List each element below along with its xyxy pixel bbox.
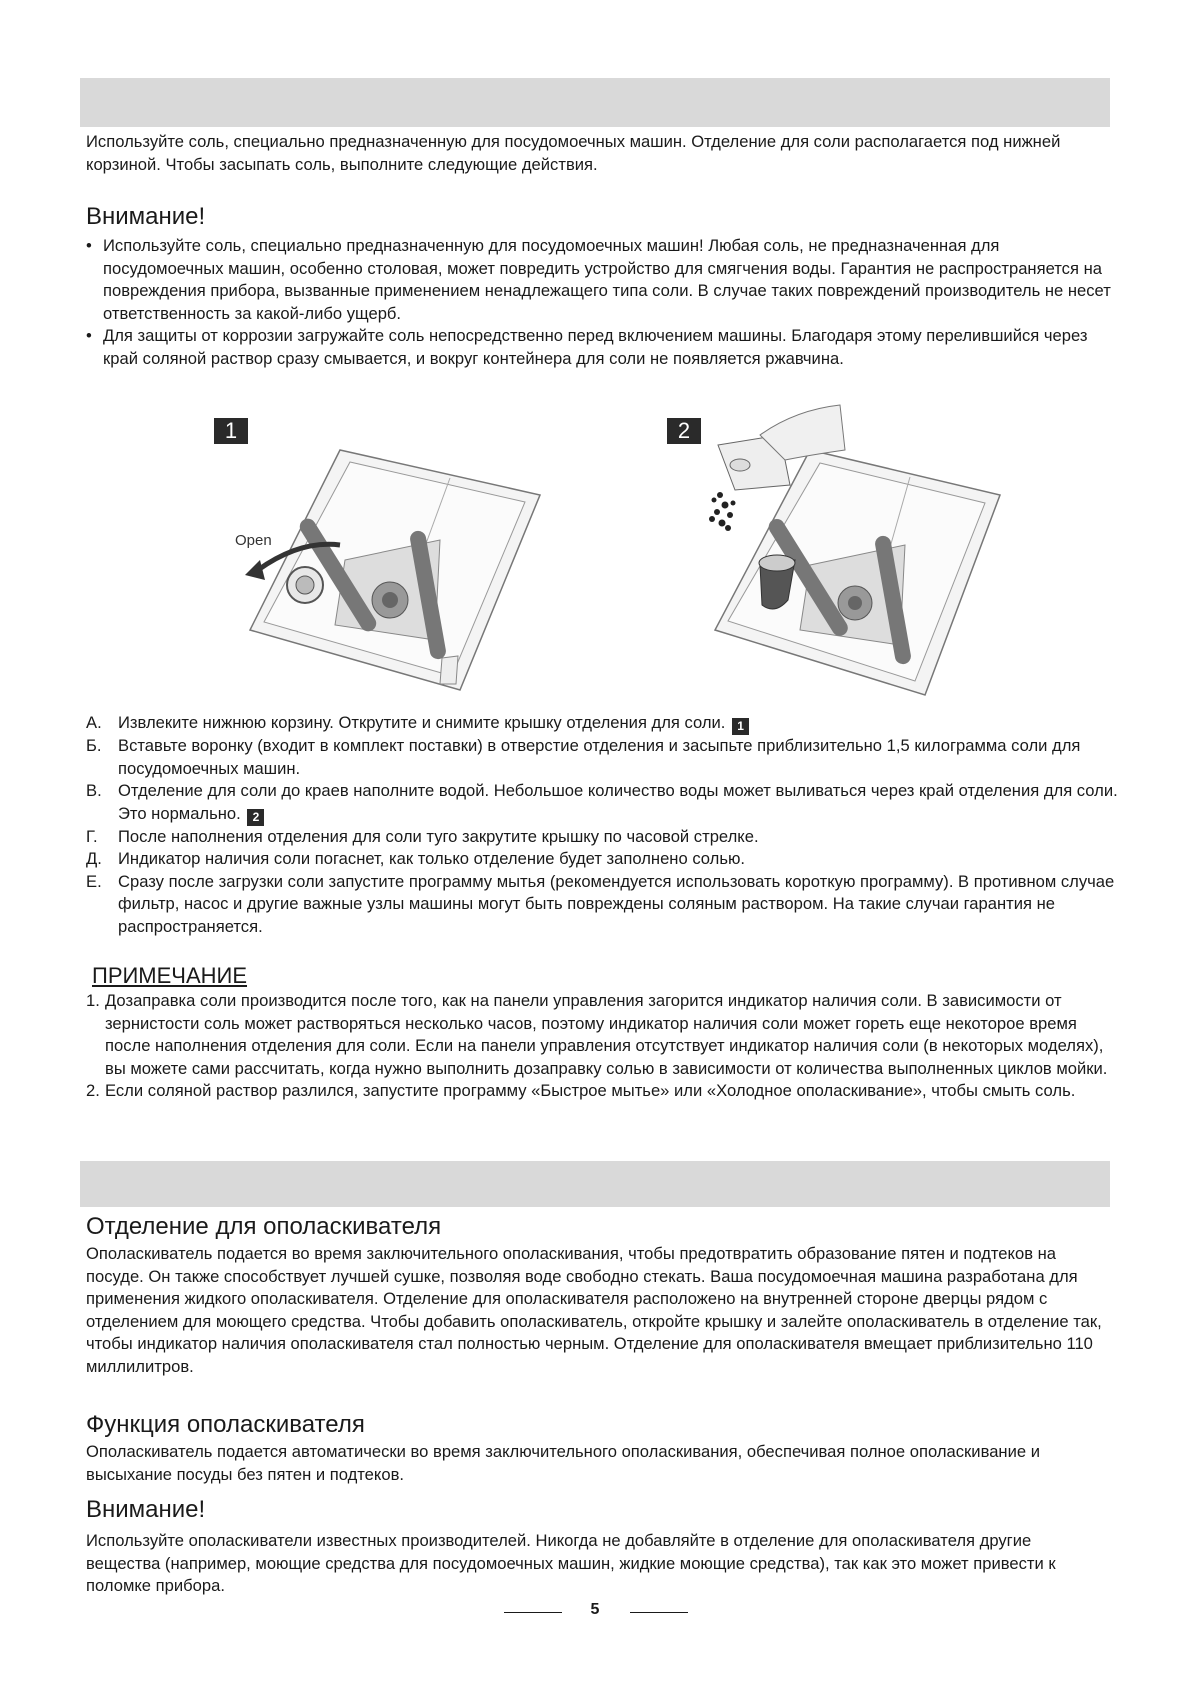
figure-1-badge: 1 (214, 418, 248, 444)
figure-2-badge: 2 (667, 418, 701, 444)
step-item: Г. После наполнения отделения для соли туго закрутите крышку по часовой стрелке. (86, 826, 759, 846)
step-item: Д. Индикатор наличия соли погаснет, как только отделение будет заполнено солью. (86, 849, 746, 868)
rinse-title: Отделение для ополаскивателя (86, 1213, 442, 1240)
note-item: 2. Если соляной раствор разлился, запустите программу «Быстрое мытье» или «Холодное ополаскивание», чтобы смыть соль. (86, 1081, 1076, 1100)
page-number: 5 (590, 1601, 600, 1618)
page-number-rule-left (504, 1612, 562, 1613)
step-item: Б. Вставьте воронку (входит в комплект поставки) в отверстие отделения и засыпьте приблизительно 1,5 килограмма соли для посудомоечных машин. (86, 736, 1081, 778)
page-number-rule-right (630, 1612, 688, 1613)
step-item: А. Извлеките нижнюю корзину. Открутите и снимите крышку отделения для соли. 1 (86, 712, 1126, 735)
warning-title: Внимание! (86, 203, 206, 230)
figure-ref-badge: 2 (247, 809, 264, 826)
section-header-band (80, 78, 1110, 127)
salt-intro: Используйте соль, специально предназначенную для посудомоечных машин. Отделение для соли располагается под нижней корзиной. Чтобы засыпать соль, выполните следующие действия. (86, 132, 1061, 174)
figure-2-illustration (700, 415, 1030, 705)
note-item: 1. Дозаправка соли производится после того, как на панели управления загорится индикатор наличия соли. В зависимости от зернистости соль может растворяться несколько часов, поэтому индикатор наличия соли может гореть еще некоторое время после наполнения отделения для соли. Если на панели управления отсутствует индикатор наличия соли (в некоторых моделях), вы можете сами рассчитать, когда нужно выполнить дозаправку солью в зависимости от количества выполненных циклов мойки. (86, 991, 1108, 1078)
step-item: В. Отделение для соли до краев наполните водой. Небольшое количество воды может выливаться через край отделения для соли. Это нормально. 2 (86, 781, 1118, 824)
rinse-function-title: Функция ополаскивателя (86, 1411, 365, 1438)
steps-list (86, 712, 1126, 938)
figure-ref-badge: 1 (732, 718, 749, 735)
section-header-band-2 (80, 1161, 1110, 1207)
note-title: ПРИМЕЧАНИЕ (92, 963, 248, 988)
rinse-function-text: Ополаскиватель подается автоматически во время заключительного ополаскивания, обеспечивая полное ополаскивание и высыхание посуды без пятен и подтеков. (86, 1442, 1040, 1484)
warning-item: • Используйте соль, специально предназначенную для посудомоечных машин! Любая соль, не предназначенная для посудомоечных машин, особенно столовая, может повредить устройство для смягчения воды. Гарантия не распространяется на повреждения прибора, вызванные применением ненадлежащего типа соли. В случае таких повреждений производитель не несет ответственность за какой-либо ущерб. (86, 235, 1116, 325)
open-label: Open (235, 532, 272, 549)
rinse-warning-text: Используйте ополаскиватели известных производителей. Никогда не добавляйте в отделение для ополаскивателя другие вещества (например, моющие средства для посудомоечных машин, жидкие моющие средства), так как это может привести к поломке прибора. (86, 1531, 1056, 1595)
warning-item: • Для защиты от коррозии загружайте соль непосредственно перед включением машины. Благодаря этому перелившийся через край соляной раствор сразу смывается, и вокруг контейнера для соли не появляется ржавчина. (86, 325, 1116, 370)
step-item: Е. Сразу после загрузки соли запустите программу мытья (рекомендуется использовать короткую программу). В противном случае фильтр, насос и другие важные узлы машины могут быть повреждены соляным раствором. На такие случаи гарантия не распространяется. (86, 871, 1115, 936)
rinse-paragraph: Ополаскиватель подается во время заключительного ополаскивания, чтобы предотвратить образование пятен и подтеков на посуде. Он также способствует лучшей сушке, позволяя воде свободно стекать. Ваша посудомоечная машина разработана для применения жидкого ополаскивателя. Отделение для ополаскивателя расположено на внутренней стороне дверцы рядом с отделением для моющего средства. Чтобы добавить ополаскиватель, откройте крышку и залейте ополаскиватель в отделение так, чтобы индикатор наличия ополаскивателя стал полностью черным. Отделение для ополаскивателя вмещает приблизительно 110 миллилитров. (86, 1244, 1102, 1376)
rinse-warning-title: Внимание! (86, 1496, 206, 1523)
note-list (86, 990, 1126, 1103)
warning-list (86, 235, 1116, 370)
figure-1-illustration (235, 440, 570, 700)
